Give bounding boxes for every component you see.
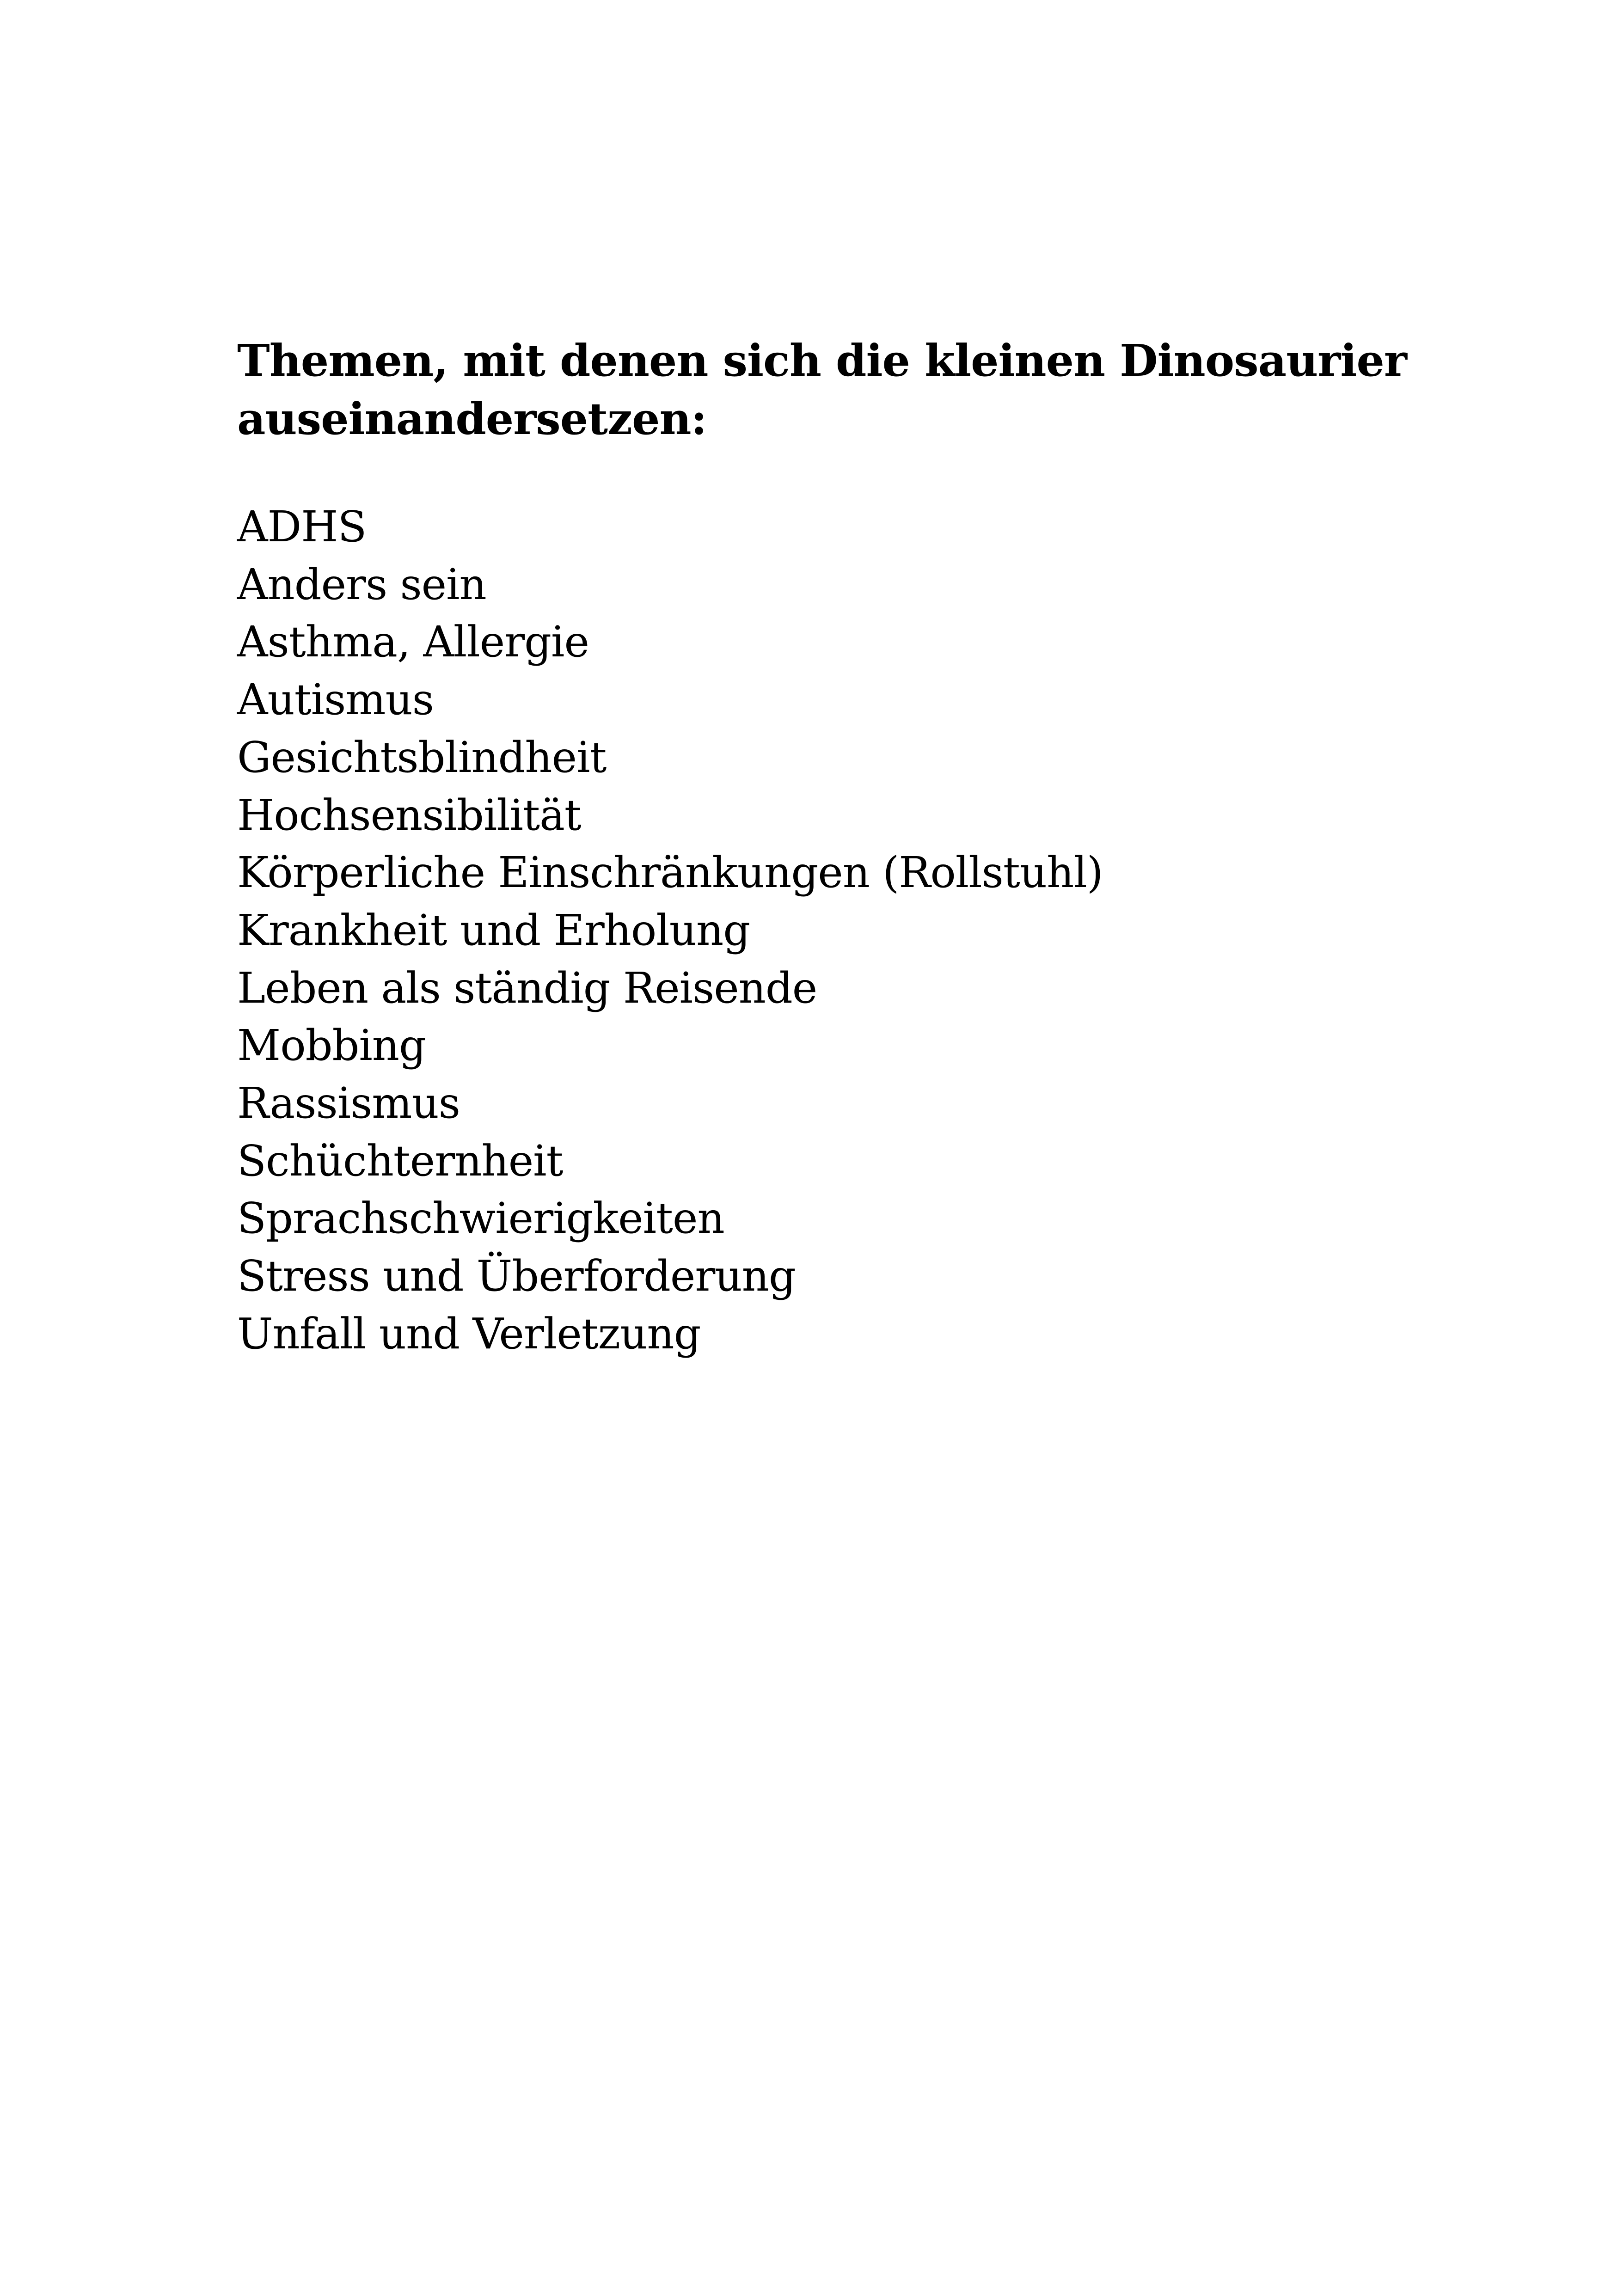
topic-item: Sprachschwierigkeiten xyxy=(237,1194,724,1243)
heading-line-2: auseinandersetzen: xyxy=(237,393,707,445)
topic-item: Körperliche Einschränkungen (Rollstuhl) xyxy=(237,848,1103,898)
topic-item: Stress und Überforderung xyxy=(237,1251,796,1301)
topic-item: Schüchternheit xyxy=(237,1136,563,1186)
topic-item: Gesichtsblindheit xyxy=(237,732,607,782)
topic-item: Unfall und Verletzung xyxy=(237,1309,701,1359)
topic-item: Leben als ständig Reisende xyxy=(237,963,817,1013)
topic-item: Autismus xyxy=(237,675,434,725)
topic-item: Anders sein xyxy=(237,559,486,609)
topic-item: Rassismus xyxy=(237,1078,460,1128)
topic-item: Hochsensibilität xyxy=(237,790,581,840)
heading-line-1: Themen, mit denen sich die kleinen Dinosaurier xyxy=(237,335,1407,386)
topic-list xyxy=(237,498,1103,1363)
topic-item: ADHS xyxy=(237,502,367,551)
topic-item: Mobbing xyxy=(237,1021,426,1071)
topic-item: Asthma, Allergie xyxy=(237,617,589,667)
topic-item: Krankheit und Erholung xyxy=(237,905,750,955)
page-heading xyxy=(237,332,1485,448)
